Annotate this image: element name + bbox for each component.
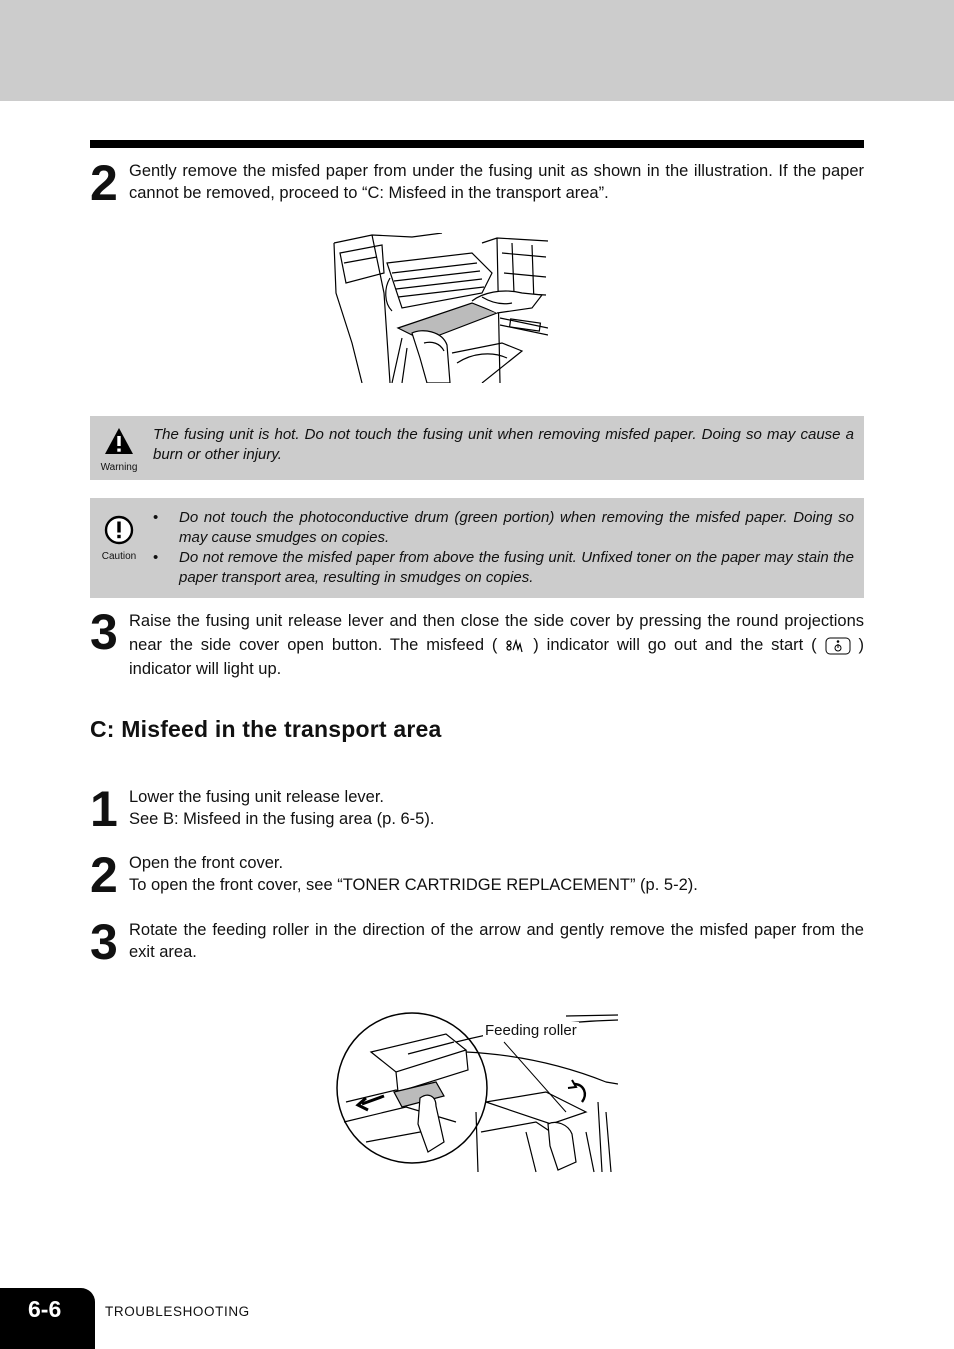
step-c1 (90, 781, 864, 837)
warning-text: The fusing unit is hot. Do not touch the fusing unit when removing misfed paper. Doing so may cause a burn or other injury. (153, 426, 854, 463)
section-footer-label: TROUBLESHOOTING (105, 1304, 250, 1319)
step-text-line2: See B: Misfeed in the fusing area (p. 6-5). (129, 810, 435, 828)
caution-label: Caution (101, 551, 137, 562)
step-text-part1: Raise the fusing unit release lever and then close the side cover by pressing the round projections near the side cover open button. The misfeed ( (129, 612, 864, 654)
warning-icon-wrap (96, 426, 142, 474)
caution-item (153, 508, 854, 548)
step-text-line2: To open the front cover, see “TONER CARTRIDGE REPLACEMENT” (p. 5-2). (129, 876, 698, 894)
bullet-icon: • (153, 549, 159, 566)
caution-item-text: Do not touch the photoconductive drum (green portion) when removing the misfed paper. Doing so may cause smudges on copies. (179, 509, 854, 546)
feeding-roller-illustration (336, 1012, 618, 1177)
step-text (129, 609, 864, 681)
step-number: 3 (90, 604, 117, 660)
caution-icon-wrap (96, 515, 142, 563)
step-b2 (90, 155, 864, 211)
feeding-roller-label: Feeding roller (485, 1022, 577, 1039)
step-text-line1: Open the front cover. (129, 854, 284, 872)
step-number: 1 (90, 781, 117, 837)
page-number-tab (0, 1288, 95, 1349)
bullet-icon: • (153, 509, 159, 526)
step-c2 (90, 847, 864, 903)
page-number: 6-6 (28, 1296, 62, 1322)
start-indicator-icon (825, 637, 851, 655)
step-text-line1: Lower the fusing unit release lever. (129, 788, 384, 806)
section-rule (90, 140, 864, 148)
misfeed-indicator-icon (505, 638, 525, 654)
step-number: 2 (90, 847, 117, 903)
step-text-line1: Rotate the feeding roller in the direction of the arrow and gently remove the misfed paper from the exit area. (129, 921, 864, 961)
warning-triangle-icon (104, 426, 134, 456)
caution-item-text: Do not remove the misfed paper from above the fusing unit. Unfixed toner on the paper may stain the paper transport area, resulting in smudges on copies. (179, 549, 854, 586)
step-number: 3 (90, 914, 117, 970)
step-b3 (90, 604, 864, 681)
step-text-part3: ) indicator will light up. (129, 636, 864, 678)
warning-notice (90, 416, 864, 480)
caution-item (153, 548, 854, 588)
step-text-part2: ) indicator will go out and the start ( (533, 636, 817, 654)
section-heading: C: Misfeed in the transport area (90, 716, 442, 742)
caution-notice (90, 498, 864, 598)
caution-circle-icon (104, 515, 134, 545)
step-c3 (90, 914, 864, 970)
header-band (0, 0, 954, 101)
step-number: 2 (90, 155, 117, 211)
caution-list (153, 508, 854, 588)
fusing-unit-illustration (332, 233, 548, 383)
warning-label: Warning (100, 462, 138, 473)
step-text: Gently remove the misfed paper from under the fusing unit as shown in the illustration. If the paper cannot be removed, proceed to “C: Misfeed in the transport area”. (129, 162, 864, 202)
